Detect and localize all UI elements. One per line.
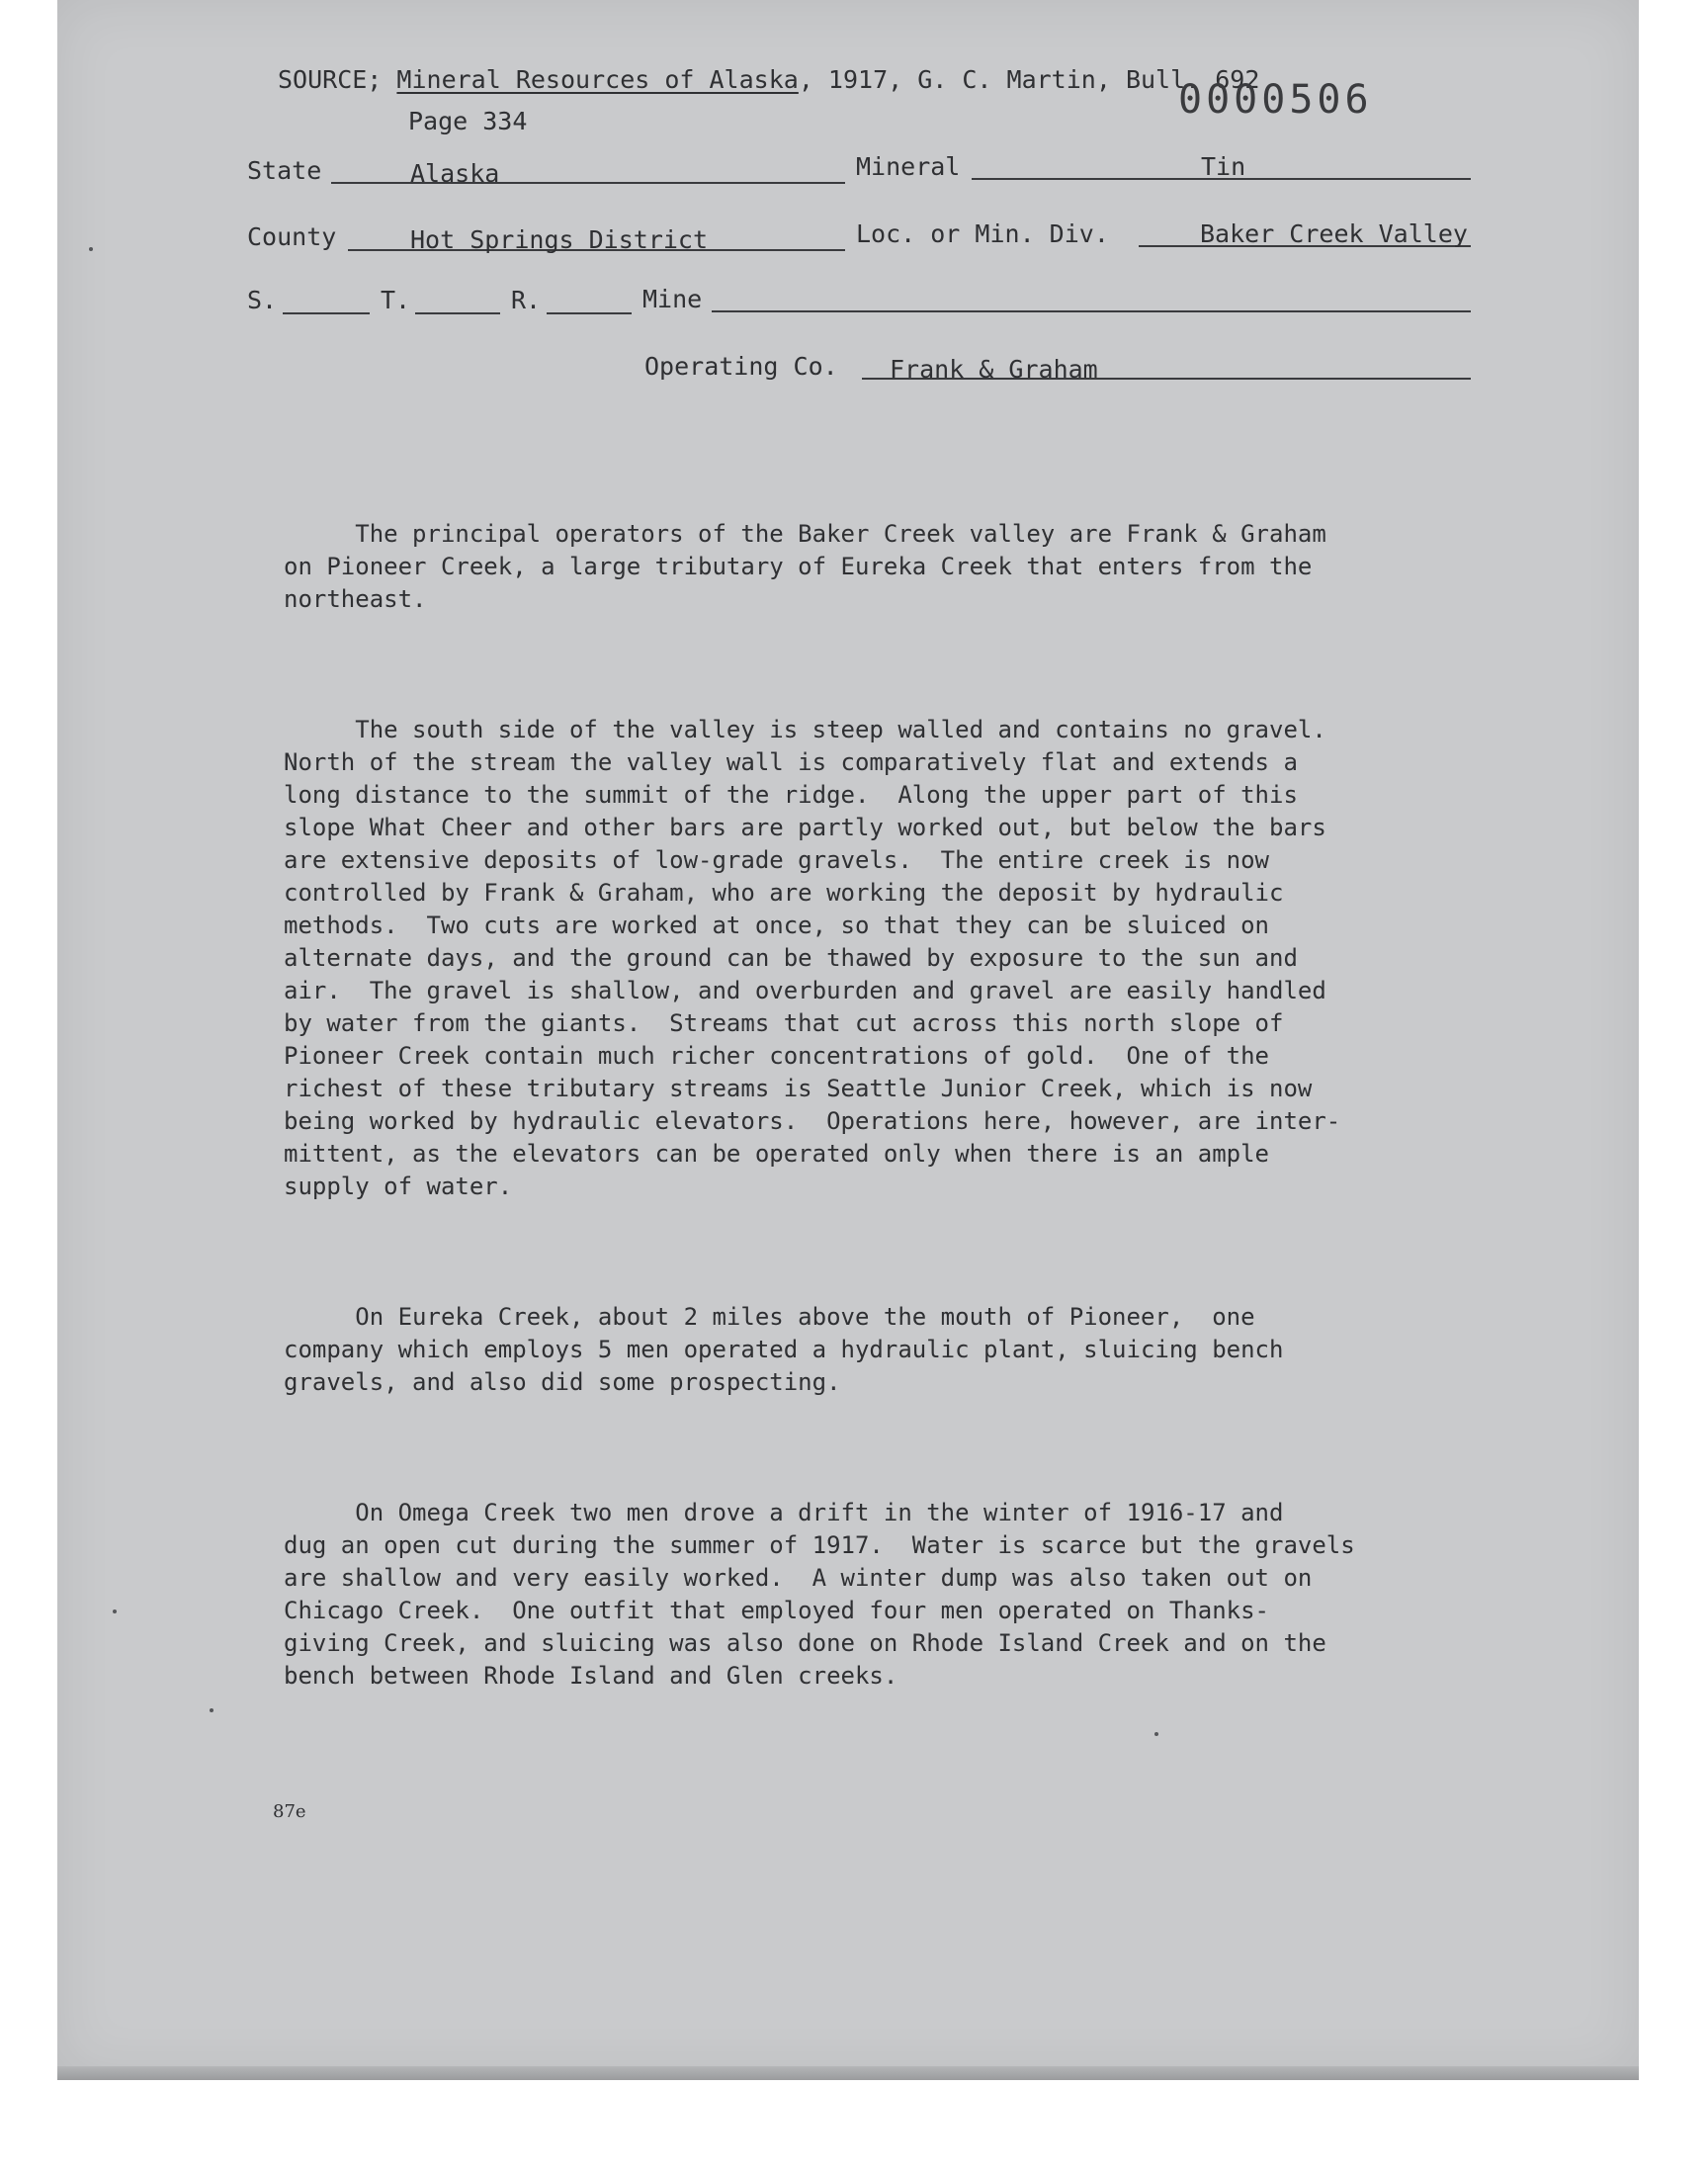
township-label: T. <box>381 286 411 314</box>
state-value: Alaska <box>410 159 500 188</box>
serial-number: 0000506 <box>1178 77 1373 123</box>
operating-company-value: Frank & Graham <box>890 355 1098 384</box>
county-value: Hot Springs District <box>410 225 709 254</box>
paragraph-2: The south side of the valley is steep walled and contains no gravel. North of the stream the valley wall is comparatively flat and extends a long distance to the summit of the ridge. Along the upper part of this slope What Cheer and other bars are partly worked out, but below the bars are extensive deposits of low-grade gravels. The entire creek is now controlled by Frank & Graham, who are working the deposit by hydraulic methods. Two cuts are worked at once, so that they can be sluiced on alternate days, and the ground can be thawed by exposure to the sun and air. The gravel is shallow, and overburden and gravel are easily handled by water from the giants. Streams that cut across this north slope of Pioneer Creek contain much richer concentrations of gold. One of the richest of these tributary streams is Seattle Junior Creek, which is now being worked by hydraulic elevators. Operations here, however, are inter- mittent, as the elevators can be operated only when there is an ample supply of water. <box>284 716 1341 1200</box>
source-title: Mineral Resources of Alaska <box>396 65 799 94</box>
source-line <box>278 65 1259 94</box>
page-bottom-edge <box>57 2066 1639 2080</box>
operating-company-label: Operating Co. <box>644 352 838 381</box>
mineral-label: Mineral <box>856 152 961 181</box>
range-label: R. <box>511 286 542 314</box>
mineral-value: Tin <box>1201 152 1246 181</box>
mine-label: Mine <box>642 285 703 313</box>
source-label: SOURCE; <box>278 65 383 94</box>
township-field-line <box>415 312 500 314</box>
paragraph-4: On Omega Creek two men drove a drift in the winter of 1916-17 and dug an open cut during the summer of 1917. Water is scarce but the gravels are shallow and very easily worked. A winter dump was also taken out on Chicago Creek. One outfit that employed four men operated on Thanks- giving Creek, and sluicing was also done on Rhode Island Creek and on the bench between Rhode Island and Glen creeks. <box>284 1499 1355 1690</box>
paragraph-1: The principal operators of the Baker Creek valley are Frank & Graham on Pioneer Creek, a large tributary of Eureka Creek that enters from the northeast. <box>284 520 1326 613</box>
location-label: Loc. or Min. Div. <box>856 219 1109 248</box>
county-label: County <box>247 222 337 251</box>
location-value: Baker Creek Valley <box>1200 219 1468 248</box>
document-body <box>284 453 1355 1758</box>
scan-speck <box>113 1610 117 1613</box>
source-details: , 1917, G. C. Martin, Bull. 692 <box>798 65 1260 94</box>
section-field-line <box>283 312 370 314</box>
scan-speck <box>210 1708 214 1712</box>
page-reference: Page 334 <box>408 107 528 135</box>
state-field-line <box>331 182 845 184</box>
scan-speck <box>89 247 93 251</box>
range-field-line <box>547 312 632 314</box>
paragraph-3: On Eureka Creek, about 2 miles above the mouth of Pioneer, one company which employs 5 men operated a hydraulic plant, sluicing bench gravels, and also did some prospecting. <box>284 1303 1284 1396</box>
footer-code: 87e <box>273 1801 306 1822</box>
scan-speck <box>1154 1732 1158 1736</box>
mine-field-line <box>712 310 1471 312</box>
section-label: S. <box>247 286 278 314</box>
state-label: State <box>247 156 322 185</box>
